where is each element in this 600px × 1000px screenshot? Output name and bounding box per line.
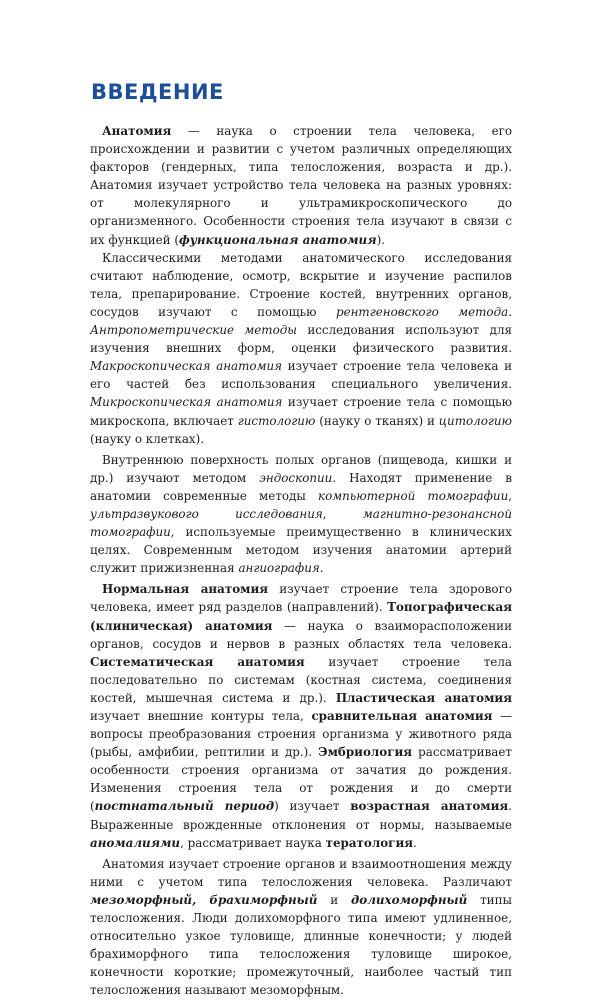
text-run: — наука о строении тела человека, его происхождении и развитии с учетом различных определяющих факторов (гендерных, типа телосложения, возраста и др.). Анатомия изучает устройство тела человека на разных уровнях: от молекулярного и ультрамикроскопического до организменного. Особенности строения тела изучают в связи с их функцией ( — [90, 124, 512, 247]
text-run: Классическими методами анатомического исследования считают наблюдение, осмотр, вскрытие и изучение распилов тела, препарирование. Строение костей, внутренних органов, сосудов изучают с помощью — [90, 250, 512, 319]
paragraph-anatomy-branches — [90, 580, 512, 851]
text-run: . — [508, 304, 512, 319]
emphasis-run: Анатомия — [102, 124, 172, 138]
emphasis-run: магнитно-резонансной томографии — [90, 506, 512, 540]
text-run: изучает строение тела последовательно по системам (костная система, соединения костей, мышечная система и др.). — [90, 654, 512, 705]
paragraph-research-methods — [90, 249, 512, 448]
emphasis-run: постнатальный период — [94, 799, 275, 814]
text-run: — вопросы преобразования строения организма у животного ряда (рыбы, амфибии, рептилии и др.). — [90, 709, 512, 760]
emphasis-run: компьютерной томографии — [318, 488, 509, 503]
text-run: изучает внешние контуры тела, — [90, 709, 312, 723]
text-run: ). — [376, 232, 386, 247]
emphasis-run: Пластическая анатомия — [335, 690, 513, 705]
text-run: ) изучает — [274, 799, 351, 814]
emphasis-run: гистологию — [237, 413, 316, 428]
text-run: , рассматривает наука — [180, 835, 326, 850]
paragraph-anatomy-definition — [90, 122, 512, 249]
emphasis-run: функциональная анатомия — [179, 232, 377, 247]
section-heading: ВВЕДЕНИЕ — [91, 80, 224, 104]
text-run: , используемые преимущественно в клинических целях. Современным методом изучения анатомии артерий служит прижизненная — [90, 525, 512, 576]
text-run: типы телосложения. Люди долихоморфного типа имеют удлиненное, относительно узкое туловище, длинные конечности; у людей брахиморфного типа телосложения туловище широкое, конечности короткие; промежуточный, наиболее частый тип телосложения называют мезоморфным. — [90, 892, 512, 998]
text-run: изучает строение тела здорового человека, имеет ряд разделов (направлений). — [90, 582, 512, 615]
text-run: . Находят применение в анатомии современные методы — [90, 470, 512, 503]
text-run: . Выраженные врожденные отклонения от нормы, называемые — [90, 799, 512, 832]
emphasis-run: тератология — [325, 835, 414, 850]
text-run: . — [413, 835, 417, 850]
text-run: , — [508, 488, 513, 503]
emphasis-run: аномалиями — [90, 835, 181, 850]
emphasis-run: сравнительная анатомия — [311, 709, 493, 723]
text-run: исследования используют для изучения внешних форм, оценки физического развития. — [90, 323, 512, 356]
text-run: изучает строение тела человека и его частей без использования специального увеличения. — [90, 359, 512, 392]
text-run: изучает строение тела с помощью микроскопа, включает — [90, 395, 513, 428]
emphasis-run: Нормальная анатомия — [102, 582, 269, 597]
emphasis-run: цитологию — [438, 413, 512, 428]
emphasis-run: долихоморфный — [351, 892, 468, 907]
emphasis-run: эндоскопии — [259, 470, 333, 485]
emphasis-run: Систематическая анатомия — [90, 654, 305, 669]
text-run: . — [319, 561, 324, 576]
text-run: , — [322, 506, 363, 521]
text-run: — наука о взаиморасположении органов, сосудов и нервов в разных областях тела человека. — [90, 618, 512, 651]
emphasis-run: возрастная анатомия — [350, 799, 509, 814]
paragraph-imaging-methods — [90, 451, 512, 578]
emphasis-run: ультразвукового исследования — [90, 506, 323, 521]
text-run: рассматривает особенности строения организма от зачатия до рождения. Изменения строения тела от рождения и до смерти ( — [90, 745, 512, 814]
emphasis-run: Антропометрические методы — [90, 323, 297, 338]
emphasis-run: Эмбриология — [318, 745, 413, 760]
body-text — [90, 122, 512, 1000]
emphasis-run: Макроскопическая анатомия — [90, 359, 282, 374]
emphasis-run: Микроскопическая анатомия — [90, 395, 283, 410]
emphasis-run: мезоморфный, брахиморфный — [90, 892, 318, 907]
paragraph-body-types — [90, 855, 512, 1000]
text-run: и — [317, 892, 351, 907]
emphasis-run: Топографическая (клиническая) анатомия — [90, 600, 512, 633]
emphasis-run: рентгеновского метода — [335, 304, 509, 319]
text-run: (науку о клетках). — [90, 431, 205, 446]
emphasis-run: ангиография — [238, 561, 320, 576]
text-run: (науку о тканях) и — [315, 413, 439, 428]
text-run: Анатомия изучает строение органов и взаимоотношения между ними с учетом типа телосложения человека. Различают — [90, 856, 512, 889]
text-run: Внутреннюю поверхность полых органов (пищевода, кишки и др.) изучают методом — [90, 452, 512, 485]
